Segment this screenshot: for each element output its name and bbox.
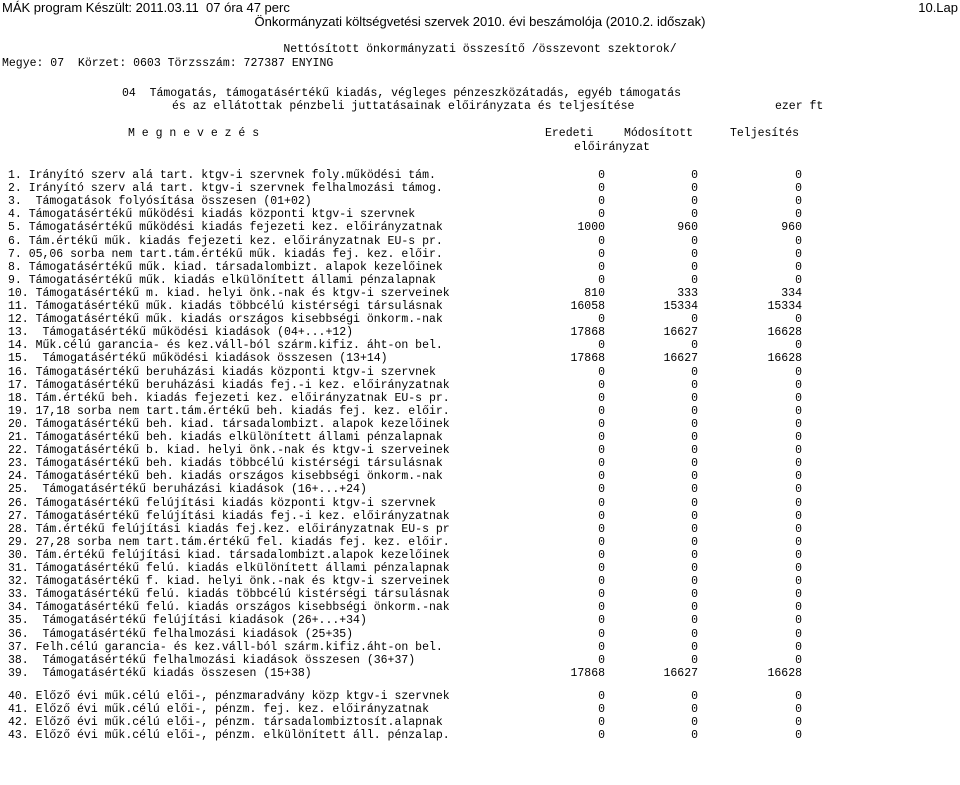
actual-value: 0 [795, 689, 802, 703]
original-value: 0 [598, 273, 605, 287]
table-row [0, 418, 960, 431]
table-row [0, 235, 960, 248]
original-value: 0 [598, 640, 605, 654]
row-label: 17. Támogatásértékű beruházási kiadás fej.-i kez. előirányzatnak [8, 378, 450, 392]
original-value: 0 [598, 365, 605, 379]
original-value: 0 [598, 404, 605, 418]
actual-value: 0 [795, 535, 802, 549]
original-value: 0 [598, 562, 605, 575]
modified-value: 0 [691, 378, 698, 392]
modified-value: 333 [677, 286, 698, 300]
actual-value: 0 [795, 260, 802, 274]
row-label: 36. Támogatásértékű felhalmozási kiadások (25+35) [8, 627, 354, 641]
row-label: 35. Támogatásértékű felújítási kiadások (26+...+34) [8, 614, 367, 628]
actual-value: 0 [795, 444, 802, 458]
modified-value: 0 [691, 601, 698, 615]
column-header-name: M e g n e v e z é s [128, 127, 260, 140]
original-value: 0 [598, 716, 605, 730]
original-value: 0 [598, 627, 605, 641]
table-row [0, 182, 960, 195]
actual-value: 0 [795, 601, 802, 615]
table-row [0, 287, 960, 300]
original-value: 0 [598, 169, 605, 182]
column-header-modified: Módosított [624, 127, 694, 140]
actual-value: 16628 [767, 326, 802, 340]
actual-value: 0 [795, 614, 802, 628]
original-value: 0 [598, 575, 605, 589]
table-row [0, 654, 960, 667]
table-row [0, 248, 960, 261]
row-label: 4. Támogatásértékű működési kiadás központi ktgv-i szervnek [8, 208, 416, 222]
actual-value: 16628 [767, 352, 802, 366]
table-row [0, 313, 960, 326]
table-row [0, 444, 960, 457]
table-row [0, 405, 960, 418]
report-subtitle: Nettósított önkormányzati összesítő /összevont szektorok/ [283, 43, 677, 56]
table-row [0, 667, 960, 680]
original-value: 0 [598, 614, 605, 628]
original-value: 0 [598, 417, 605, 431]
modified-value: 0 [691, 404, 698, 418]
actual-value: 0 [795, 716, 802, 730]
row-label: 26. Támogatásértékű felújítási kiadás központi ktgv-i szervnek [8, 496, 436, 510]
actual-value: 0 [795, 509, 802, 523]
original-value: 0 [598, 182, 605, 196]
row-label: 31. Támogatásértékű felú. kiadás elkülönített állami pénzalapnak [8, 562, 450, 575]
row-label: 29. 27,28 sorba nem tart.tám.értékű fel. kiadás fej. kez. előir. [8, 535, 450, 549]
row-label: 30. Tám.értékű felújítási kiad. társadalombizt.alapok kezelőinek [8, 548, 450, 562]
actual-value: 334 [781, 286, 802, 300]
modified-value: 0 [691, 729, 698, 743]
row-label: 28. Tám.értékű felújítási kiadás fej.kez. előirányzatnak EU-s pr [8, 522, 450, 536]
modified-value: 0 [691, 339, 698, 353]
row-label: 40. Előző évi műk.célú elői-, pénzmaradvány közp ktgv-i szervnek [8, 689, 450, 703]
original-value: 0 [598, 208, 605, 222]
modified-value: 0 [691, 627, 698, 641]
row-label: 33. Támogatásértékű felú. kiadás többcélú kistérségi társulásnak [8, 588, 450, 602]
original-value: 0 [598, 234, 605, 248]
modified-value: 0 [691, 247, 698, 261]
actual-value: 0 [795, 522, 802, 536]
table-row [0, 562, 960, 575]
modified-value: 0 [691, 431, 698, 444]
modified-value: 0 [691, 716, 698, 730]
row-label: 43. Előző évi műk.célú elői-, pénzm. elkülönített áll. pénzalap. [8, 729, 450, 743]
table-row [0, 392, 960, 405]
actual-value: 0 [795, 562, 802, 575]
program-info: MÁK program Készült: 2011.03.11 07 óra 47 perc [2, 0, 290, 15]
modified-value: 16627 [663, 326, 698, 340]
table-row [0, 379, 960, 392]
row-label: 24. Támogatásértékű beh. kiadás országos kisebbségi önkorm.-nak [8, 470, 443, 484]
original-value: 0 [598, 729, 605, 743]
modified-value: 0 [691, 182, 698, 196]
original-value: 0 [598, 431, 605, 444]
modified-value: 0 [691, 562, 698, 575]
actual-value: 0 [795, 470, 802, 484]
modified-value: 16627 [663, 352, 698, 366]
modified-value: 0 [691, 208, 698, 222]
unit-label: ezer ft [775, 100, 824, 113]
modified-value: 0 [691, 195, 698, 209]
original-value: 0 [598, 588, 605, 602]
row-label: 5. Támogatásértékű működési kiadás fejezeti kez. előirányzatnak [8, 221, 443, 235]
row-label: 11. Támogatásértékű műk. kiadás többcélú kistérségi társulásnak [8, 300, 443, 313]
actual-value: 0 [795, 365, 802, 379]
row-label: 14. Műk.célú garancia- és kez.váll-ból szárm.kifiz. áht-on bel. [8, 339, 443, 353]
actual-value: 0 [795, 431, 802, 444]
modified-value: 0 [691, 548, 698, 562]
actual-value: 0 [795, 483, 802, 497]
actual-value: 0 [795, 703, 802, 716]
table-row [0, 457, 960, 470]
table-row [0, 274, 960, 287]
actual-value: 0 [795, 182, 802, 196]
actual-value: 0 [795, 313, 802, 327]
actual-value: 0 [795, 391, 802, 405]
modified-value: 0 [691, 509, 698, 523]
row-label: 19. 17,18 sorba nem tart.tám.értékű beh. kiadás fej. kez. előir. [8, 404, 450, 418]
table-row [0, 483, 960, 496]
table-row [0, 588, 960, 601]
row-label: 32. Támogatásértékű f. kiad. helyi önk.-nak és ktgv-i szerveinek [8, 575, 450, 589]
actual-value: 0 [795, 588, 802, 602]
modified-value: 0 [691, 169, 698, 182]
row-label: 13. Támogatásértékű működési kiadások (04+...+12) [8, 326, 354, 340]
row-label: 6. Tám.értékű műk. kiadás fejezeti kez. előirányzatnak EU-s pr. [8, 234, 443, 248]
table-row [0, 300, 960, 313]
modified-value: 0 [691, 313, 698, 327]
original-value: 0 [598, 444, 605, 458]
modified-value: 0 [691, 260, 698, 274]
report-title: Önkormányzati költségvetési szervek 2010. évi beszámolója (2010.2. időszak) [254, 14, 706, 29]
actual-value: 0 [795, 195, 802, 209]
original-value: 17868 [570, 326, 605, 340]
section-title-line1: 04 Támogatás, támogatásértékű kiadás, végleges pénzeszközátadás, egyéb támogatás [122, 87, 681, 100]
location-line: Megye: 07 Körzet: 0603 Törzsszám: 727387 ENYING [2, 57, 334, 70]
actual-value: 0 [795, 575, 802, 589]
modified-value: 0 [691, 522, 698, 536]
column-header-original: Eredeti [545, 127, 594, 140]
table-row [0, 208, 960, 221]
table-row [0, 729, 960, 742]
row-label: 18. Tám.értékű beh. kiadás fejezeti kez. előirányzatnak EU-s pr. [8, 391, 450, 405]
row-label: 15. Támogatásértékű működési kiadások összesen (13+14) [8, 352, 388, 366]
original-value: 810 [584, 286, 605, 300]
actual-value: 0 [795, 169, 802, 182]
table-row [0, 326, 960, 339]
original-value: 1000 [577, 221, 605, 235]
actual-value: 0 [795, 457, 802, 471]
actual-value: 0 [795, 234, 802, 248]
table-row [0, 339, 960, 352]
actual-value: 960 [781, 221, 802, 235]
table-row [0, 523, 960, 536]
modified-value: 0 [691, 417, 698, 431]
section-title-line2: és az ellátottak pénzbeli juttatásainak előirányzata és teljesítése [172, 100, 635, 113]
table-row [0, 549, 960, 562]
original-value: 0 [598, 247, 605, 261]
original-value: 0 [598, 496, 605, 510]
row-label: 8. Támogatásértékű műk. kiad. társadalombizt. alapok kezelőinek [8, 260, 443, 274]
original-value: 0 [598, 509, 605, 523]
modified-value: 15334 [663, 300, 698, 313]
row-label: 3. Támogatások folyósítása összesen (01+02) [8, 195, 312, 209]
modified-value: 0 [691, 444, 698, 458]
table-row [0, 575, 960, 588]
actual-value: 0 [795, 339, 802, 353]
original-value: 0 [598, 260, 605, 274]
table-row [0, 703, 960, 716]
actual-value: 0 [795, 496, 802, 510]
row-label: 2. Irányító szerv alá tart. ktgv-i szervnek felhalmozási támog. [8, 182, 443, 196]
table-row [0, 601, 960, 614]
actual-value: 0 [795, 653, 802, 667]
row-label: 10. Támogatásértékű m. kiad. helyi önk.-nak és ktgv-i szerveinek [8, 286, 450, 300]
row-label: 20. Támogatásértékű beh. kiad. társadalombizt. alapok kezelőinek [8, 417, 450, 431]
table-row [0, 470, 960, 483]
table-row [0, 352, 960, 365]
original-value: 0 [598, 378, 605, 392]
row-label: 16. Támogatásértékű beruházási kiadás központi ktgv-i szervnek [8, 365, 436, 379]
original-value: 16058 [570, 300, 605, 313]
column-header-actual: Teljesítés [730, 127, 800, 140]
row-label: 12. Támogatásértékű műk. kiadás országos kisebbségi önkorm.-nak [8, 313, 443, 327]
modified-value: 16627 [663, 666, 698, 680]
modified-value: 0 [691, 483, 698, 497]
table-row [0, 195, 960, 208]
row-label: 25. Támogatásértékű beruházási kiadások (16+...+24) [8, 483, 367, 497]
row-label: 27. Támogatásértékű felújítási kiadás fej.-i kez. előirányzatnak [8, 509, 450, 523]
actual-value: 0 [795, 627, 802, 641]
row-label: 22. Támogatásértékű b. kiad. helyi önk.-nak és ktgv-i szerveinek [8, 444, 450, 458]
original-value: 0 [598, 470, 605, 484]
column-header-original-2: előirányzat [574, 141, 650, 154]
original-value: 0 [598, 601, 605, 615]
original-value: 0 [598, 313, 605, 327]
actual-value: 0 [795, 378, 802, 392]
actual-value: 0 [795, 548, 802, 562]
modified-value: 0 [691, 588, 698, 602]
row-label: 39. Támogatásértékű kiadás összesen (15+38) [8, 666, 312, 680]
actual-value: 0 [795, 729, 802, 743]
original-value: 0 [598, 457, 605, 471]
modified-value: 0 [691, 614, 698, 628]
table-row [0, 690, 960, 703]
actual-value: 15334 [767, 300, 802, 313]
table-row [0, 221, 960, 234]
actual-value: 0 [795, 247, 802, 261]
table-row [0, 366, 960, 379]
original-value: 0 [598, 653, 605, 667]
original-value: 17868 [570, 666, 605, 680]
original-value: 0 [598, 483, 605, 497]
modified-value: 0 [691, 457, 698, 471]
original-value: 0 [598, 548, 605, 562]
table-row [0, 641, 960, 654]
actual-value: 0 [795, 404, 802, 418]
page-number: 10.Lap [918, 0, 958, 15]
modified-value: 960 [677, 221, 698, 235]
modified-value: 0 [691, 470, 698, 484]
table-row [0, 510, 960, 523]
actual-value: 16628 [767, 666, 802, 680]
original-value: 0 [598, 339, 605, 353]
actual-value: 0 [795, 640, 802, 654]
actual-value: 0 [795, 208, 802, 222]
original-value: 0 [598, 195, 605, 209]
table-row [0, 169, 960, 182]
table-row [0, 716, 960, 729]
modified-value: 0 [691, 496, 698, 510]
row-label: 23. Támogatásértékű beh. kiadás többcélú kistérségi társulásnak [8, 457, 443, 471]
row-label: 37. Felh.célú garancia- és kez.váll-ból szárm.kifiz.áht-on bel. [8, 640, 443, 654]
original-value: 0 [598, 391, 605, 405]
row-label: 7. 05,06 sorba nem tart.tám.értékű műk. kiadás fej. kez. előir. [8, 247, 443, 261]
row-label: 41. Előző évi műk.célú elői-, pénzm. fej. kez. előirányzatnak [8, 703, 429, 716]
modified-value: 0 [691, 653, 698, 667]
modified-value: 0 [691, 234, 698, 248]
table-row [0, 431, 960, 444]
table-row [0, 497, 960, 510]
modified-value: 0 [691, 273, 698, 287]
table-row [0, 536, 960, 549]
modified-value: 0 [691, 535, 698, 549]
table-row [0, 628, 960, 641]
original-value: 0 [598, 689, 605, 703]
modified-value: 0 [691, 365, 698, 379]
row-label: 42. Előző évi műk.célú elői-, pénzm. társadalombiztosít.alapnak [8, 716, 443, 730]
original-value: 17868 [570, 352, 605, 366]
original-value: 0 [598, 703, 605, 716]
actual-value: 0 [795, 273, 802, 287]
modified-value: 0 [691, 575, 698, 589]
original-value: 0 [598, 522, 605, 536]
modified-value: 0 [691, 640, 698, 654]
row-label: 1. Irányító szerv alá tart. ktgv-i szervnek foly.működési tám. [8, 169, 436, 182]
original-value: 0 [598, 535, 605, 549]
modified-value: 0 [691, 391, 698, 405]
table-row [0, 614, 960, 627]
modified-value: 0 [691, 703, 698, 716]
row-label: 9. Támogatásértékű műk. kiadás elkülönített állami pénzalapnak [8, 273, 436, 287]
row-label: 38. Támogatásértékű felhalmozási kiadások összesen (36+37) [8, 653, 416, 667]
modified-value: 0 [691, 689, 698, 703]
table-row [0, 261, 960, 274]
row-label: 34. Támogatásértékű felú. kiadás országos kisebbségi önkorm.-nak [8, 601, 450, 615]
row-label: 21. Támogatásértékű beh. kiadás elkülönített állami pénzalapnak [8, 431, 443, 444]
actual-value: 0 [795, 417, 802, 431]
